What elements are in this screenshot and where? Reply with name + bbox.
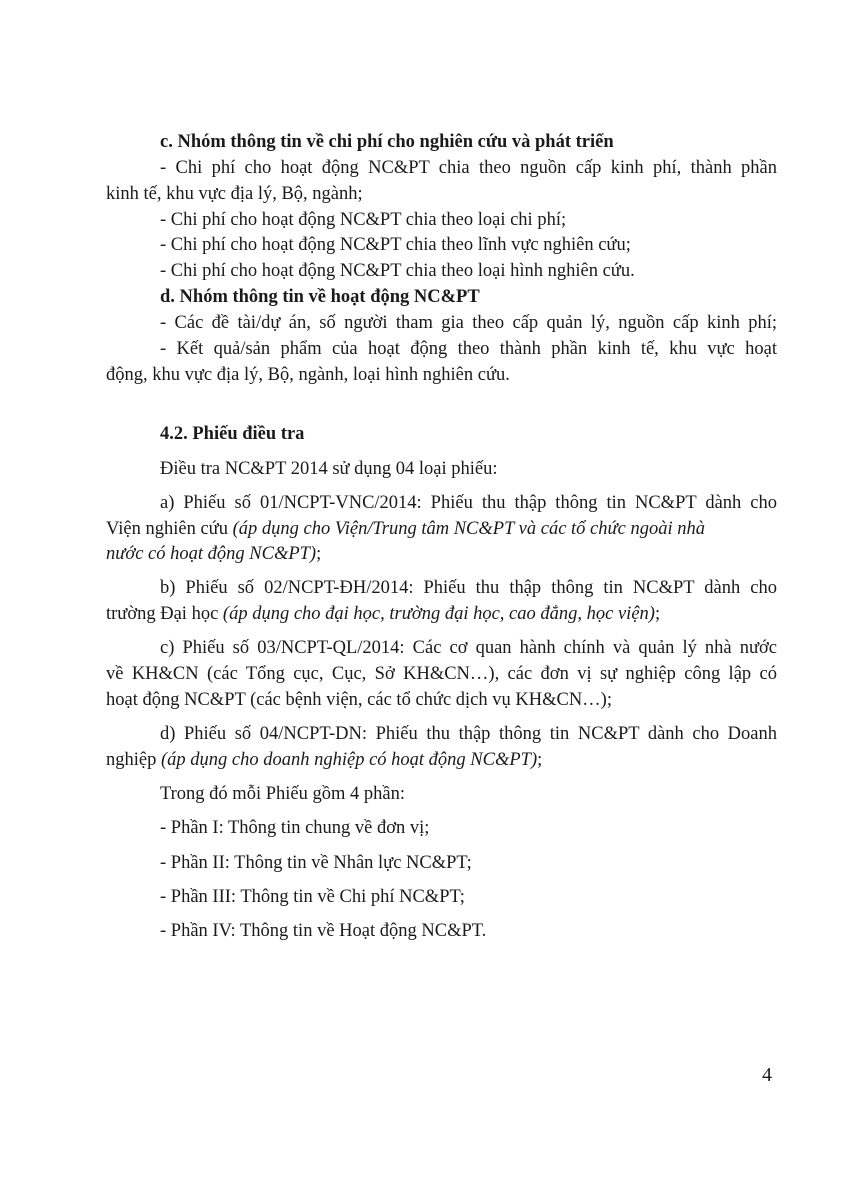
form-a-line-3-end: ; bbox=[316, 544, 322, 564]
section-c-item-2: - Chi phí cho hoạt động NC&PT chia theo loại chi phí; bbox=[160, 210, 567, 230]
form-d-line-2-end: ; bbox=[537, 750, 543, 770]
form-d-line-2-italic: (áp dụng cho doanh nghiệp có hoạt động NC&PT) bbox=[160, 750, 538, 770]
survey-intro: Điều tra NC&PT 2014 sử dụng 04 loại phiếu: bbox=[160, 459, 498, 479]
form-a-line-2-plain: Viện nghiên cứu bbox=[106, 519, 233, 539]
section-d-heading: d. Nhóm thông tin về hoạt động NC&PT bbox=[160, 287, 480, 307]
form-a-line-3-italic: nước có hoạt động NC&PT) bbox=[106, 544, 317, 564]
form-c-line-3: hoạt động NC&PT (các bệnh viện, các tổ chức dịch vụ KH&CN…); bbox=[106, 690, 612, 710]
section-c-item-4: - Chi phí cho hoạt động NC&PT chia theo loại hình nghiên cứu. bbox=[160, 261, 635, 281]
form-d-line-2 bbox=[106, 749, 542, 771]
part-4: - Phần IV: Thông tin về Hoạt động NC&PT. bbox=[160, 921, 487, 941]
form-b-line-2-end: ; bbox=[654, 604, 661, 624]
form-d-line-1: d) Phiếu số 04/NCPT-DN: Phiếu thu thập thông tin NC&PT dành cho Doanh bbox=[160, 724, 777, 744]
section-c-item-1-line-1: - Chi phí cho hoạt động NC&PT chia theo nguồn cấp kinh phí, thành phần bbox=[160, 158, 777, 178]
form-a-line-1: a) Phiếu số 01/NCPT-VNC/2014: Phiếu thu thập thông tin NC&PT dành cho bbox=[160, 493, 777, 513]
section-c-item-3: - Chi phí cho hoạt động NC&PT chia theo lĩnh vực nghiên cứu; bbox=[160, 235, 631, 255]
parts-intro: Trong đó mỗi Phiếu gồm 4 phần: bbox=[160, 784, 405, 804]
form-c-line-1: c) Phiếu số 03/NCPT-QL/2014: Các cơ quan hành chính và quản lý nhà nước bbox=[160, 638, 777, 658]
section-d-item-2-line-2: động, khu vực địa lý, Bộ, ngành, loại hình nghiên cứu. bbox=[106, 365, 510, 385]
form-d-line-2-plain: nghiệp bbox=[106, 750, 161, 770]
part-1: - Phần I: Thông tin chung về đơn vị; bbox=[160, 818, 430, 838]
form-b-line-1: b) Phiếu số 02/NCPT-ĐH/2014: Phiếu thu thập thông tin NC&PT dành cho bbox=[160, 578, 777, 598]
section-d-item-2-line-1: - Kết quả/sản phẩm của hoạt động theo thành phần kinh tế, khu vực hoạt bbox=[160, 339, 777, 359]
form-b-line-2-plain: trường Đại học bbox=[106, 604, 223, 624]
section-4-2-heading: 4.2. Phiếu điều tra bbox=[160, 424, 305, 444]
form-a-line-3 bbox=[106, 543, 321, 565]
form-a-line-2-italic: (áp dụng cho Viện/Trung tâm NC&PT và các tổ chức ngoài nhà bbox=[232, 519, 705, 539]
part-2: - Phần II: Thông tin về Nhân lực NC&PT; bbox=[160, 853, 472, 873]
page-number: 4 bbox=[762, 1064, 772, 1086]
form-b-line-2 bbox=[106, 603, 660, 625]
section-d-item-1: - Các đề tài/dự án, số người tham gia theo cấp quản lý, nguồn cấp kinh phí; bbox=[160, 313, 777, 333]
part-3: - Phần III: Thông tin về Chi phí NC&PT; bbox=[160, 887, 465, 907]
section-c-item-1-line-2: kinh tế, khu vực địa lý, Bộ, ngành; bbox=[106, 184, 363, 204]
section-c-heading: c. Nhóm thông tin về chi phí cho nghiên cứu và phát triển bbox=[160, 132, 614, 152]
form-c-line-2: về KH&CN (các Tổng cục, Cục, Sở KH&CN…), các đơn vị sự nghiệp công lập có bbox=[106, 664, 777, 684]
form-b-line-2-italic: (áp dụng cho đại học, trường đại học, cao đẳng, học viện) bbox=[222, 604, 655, 624]
form-a-line-2 bbox=[106, 518, 705, 540]
